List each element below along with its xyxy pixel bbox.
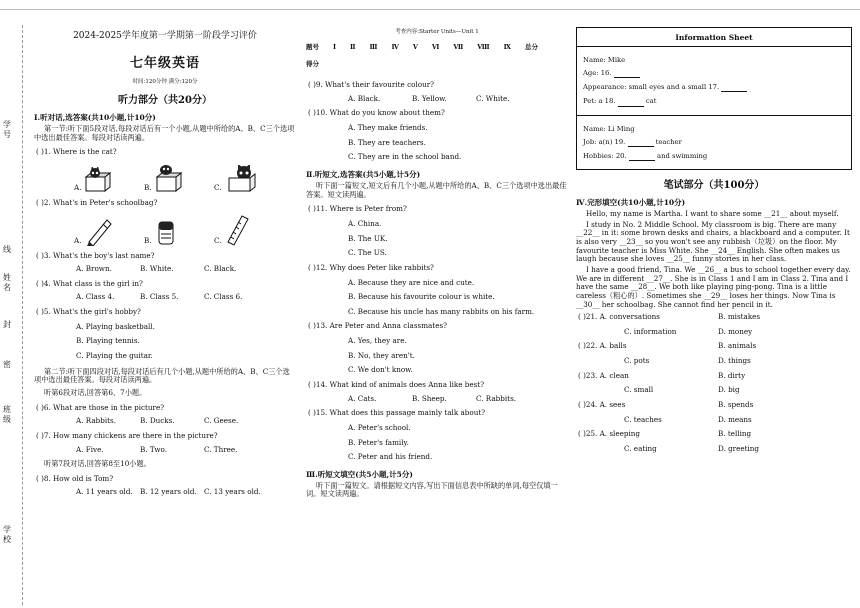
q7-option-a: A. Five. (76, 444, 104, 454)
q21-option-c: C. information (624, 326, 677, 336)
q8-option-b: B. 12 years old. (140, 487, 197, 497)
q24-option-a: ( )24. A. sees (578, 399, 626, 409)
q21-option-a: ( )21. A. conversations (578, 312, 660, 322)
eraser-icon (154, 218, 180, 246)
q6-option-a: A. Rabbits. (76, 416, 116, 426)
q12-option-c: C. Because his uncle has many rabbits on his farm. (348, 306, 535, 316)
score-col-label: 题号 (306, 42, 319, 51)
written-part-title: 笔试部分（共100分） (663, 180, 765, 192)
info-name-2: Name: Li Ming (583, 124, 635, 133)
question-6-options (76, 417, 296, 426)
section-1-title: Ⅰ.听对话,选答案(共10小题,计10分) (34, 112, 156, 122)
pencil-icon (83, 216, 115, 246)
label-student-id: 学号 (3, 120, 11, 139)
q14-option-a: A. Cats. (348, 393, 377, 403)
q25-option-a: ( )25. A. sleeping (578, 429, 640, 439)
info-li-ming (577, 116, 851, 169)
score-table-header (306, 44, 568, 52)
score-col-8: Ⅷ (477, 42, 490, 51)
q22-option-b: B. animals (718, 341, 757, 351)
subject-title: 七年级英语 (129, 55, 200, 71)
q14-option-b: B. Sheep. (412, 393, 447, 403)
cat-on-box-icon (154, 163, 184, 193)
q15-option-b: B. Peter's family. (348, 437, 409, 447)
question-11: ( )11. Where is Peter from? (308, 204, 407, 214)
q4-option-a: A. Class 4. (76, 292, 115, 302)
question-7: ( )7. How many chickens are there in the picture? (36, 430, 218, 440)
q21-option-b: B. mistakes (718, 312, 761, 322)
label-seal: 封 (3, 320, 11, 329)
question-4: ( )4. What class is the girl in? (36, 278, 143, 288)
exam-header: 2024-2025学年度第一学期第一阶段学习评价 (73, 31, 257, 41)
cloze-paragraph-2: I study in No. 2 Middle School. My classroom is big. There are many __22__ in it: some brown desks and chairs, a blackboard and a computer. It is also very __23__ so you won't see any rubbish（垃圾）on the floor. My favourite teacher is Miss White. She __24__ English. She often makes us laugh because she loves __25__ funny stories in her class. (576, 219, 850, 264)
score-row-label: 得分 (306, 60, 319, 69)
blank-19[interactable] (628, 138, 654, 147)
score-col-5: Ⅴ (412, 42, 418, 51)
blank-17[interactable] (721, 83, 747, 92)
question-15: ( )15. What does this passage mainly talk about? (308, 408, 486, 418)
q22-option-c: C. pots (624, 356, 650, 366)
ruler-icon (224, 214, 252, 246)
question-8: ( )8. How old is Tom? (36, 473, 114, 483)
information-sheet-title: Information Sheet (577, 28, 851, 47)
score-col-6: Ⅵ (431, 42, 440, 51)
q13-option-b: B. No, they aren't. (348, 350, 415, 360)
question-10: ( )10. What do you know about them? (308, 108, 445, 118)
q8-option-a: A. 11 years old. (76, 487, 133, 497)
q9-option-c: C. White. (476, 93, 510, 103)
section-3-title: Ⅲ.听短文填空(共5小题,计5分) (306, 469, 413, 479)
label-school: 学校 (3, 525, 11, 544)
label-class: 班级 (3, 405, 11, 424)
section-3-instructions: 听下面一篇短文。请根据短文内容,写出下面信息表中所缺的单词,每空仅填一词。短文读两遍。 (306, 480, 558, 499)
column-3 (576, 25, 852, 454)
blank-18[interactable] (618, 97, 644, 106)
question-7-options (76, 446, 296, 455)
column-1 (34, 25, 296, 497)
top-rule (0, 9, 860, 10)
question-1: ( )1. Where is the cat? (36, 147, 117, 157)
q1-label-c: C. (214, 183, 222, 193)
blank-20[interactable] (629, 152, 655, 161)
section-2-title: Ⅱ.听短文,选答案(共5小题,计5分) (306, 170, 421, 180)
q25-option-c: C. eating (624, 443, 657, 453)
score-col-4: Ⅳ (391, 42, 399, 51)
question-4-options (76, 293, 296, 302)
info-age: Age: 16. (583, 69, 845, 78)
q1-label-a: A. (74, 183, 82, 193)
q10-option-b: B. They are teachers. (348, 137, 426, 147)
q4-option-b: B. Class 5. (140, 292, 179, 302)
q15-option-a: A. Peter's school. (348, 422, 411, 432)
question-1-pictures (74, 163, 296, 193)
question-12: ( )12. Why does Peter like rabbits? (308, 262, 434, 272)
question-6: ( )6. What are those in the picture? (36, 402, 165, 412)
q14-option-c: C. Rabbits. (476, 393, 517, 403)
q25-option-d: D. greeting (718, 443, 760, 453)
label-line: 线 (3, 245, 11, 254)
q21-option-d: D. money (718, 326, 753, 336)
label-name: 姓名 (3, 273, 11, 292)
q3-option-c: C. Black. (204, 264, 237, 274)
q22-option-a: ( )22. A. balls (578, 341, 627, 351)
section-1-instructions: 第一节:听下面5段对话,每段对话后有一个小题,从题中所给的A、B、C三个选项中选出最佳答案。每段对话读两遍。 (34, 123, 295, 142)
section-4-title: Ⅳ.完形填空(共10小题,计10分) (576, 198, 686, 208)
question-9-options (348, 95, 568, 104)
q6-option-b: B. Ducks. (140, 416, 175, 426)
question-3-options (76, 265, 296, 274)
cloze-paragraph-3: I have a good friend, Tina. We __26__ a bus to school together every day. We are in different __27__. She is in Class 1 and I am in Class 2. Tina and I have the same __28__. We both like playing ping-pong. Tina is a little careless（粗心的）. Sometimes she __29__ loses her things. Now Tina is __30__ her schoolbag. She cannot find her pencil in it. (576, 264, 851, 309)
cloze-options (578, 313, 852, 453)
score-col-1: Ⅰ (333, 42, 337, 51)
blank-16[interactable] (614, 69, 640, 78)
section-2-instructions: 听下面一篇短文,短文后有几个小题,从题中所给的A、B、C三个选项中选出最佳答案。短文读两遍。 (306, 181, 567, 199)
binding-margin (0, 25, 28, 605)
information-sheet (576, 27, 852, 170)
q5-option-c: C. Playing the guitar. (76, 351, 153, 361)
question-8-options (76, 488, 296, 497)
q10-option-c: C. They are in the school band. (348, 152, 462, 162)
q12-option-a: A. Because they are nice and cute. (348, 277, 475, 287)
q12-option-b: B. Because his favourite colour is white. (348, 292, 495, 302)
question-2: ( )2. What's in Peter's schoolbag? (36, 197, 158, 207)
q2-label-c: C. (214, 235, 222, 245)
score-col-2: Ⅱ (350, 42, 356, 51)
q13-option-a: A. Yes, they are. (348, 336, 407, 346)
q23-option-b: B. dirty (718, 370, 746, 380)
info-pet: Pet: a 18. cat (583, 97, 657, 106)
q3-option-b: B. White. (140, 264, 174, 274)
score-col-3: Ⅲ (369, 42, 378, 51)
q24-option-b: B. spends (718, 399, 754, 409)
label-secret: 密 (3, 360, 11, 369)
score-col-9: Ⅸ (503, 42, 511, 51)
q11-option-b: B. The UK. (348, 233, 388, 243)
q23-option-d: D. big (718, 385, 740, 395)
cat-behind-box-icon (224, 165, 258, 193)
info-appearance: Appearance: small eyes and a small 17. (583, 83, 845, 92)
q6-option-c: C. Geese. (204, 416, 239, 426)
q10-option-a: A. They make friends. (348, 123, 428, 133)
q23-option-a: ( )23. A. clean (578, 370, 629, 380)
listening-part-title: 听力部分（共20分） (118, 94, 212, 106)
info-name-1: Name: Mike (583, 56, 626, 64)
cloze-paragraph-1: Hello, my name is Martha. I want to share some __21__ about myself. (586, 209, 839, 219)
question-3: ( )3. What's the boy's last name? (36, 250, 155, 260)
q11-option-a: A. China. (348, 218, 382, 228)
info-hobbies: Hobbies: 20. and swimming (583, 151, 708, 160)
q7-option-b: B. Two. (140, 444, 168, 454)
content-scope: 考查内容:Starter Units—Unit 1 (395, 29, 479, 35)
exam-meta: 时间:120分钟 满分:120分 (132, 79, 198, 86)
dialogue-6-note: 听第6段对话,回答第6、7小题。 (44, 387, 147, 397)
score-table-row (306, 61, 568, 69)
q7-option-c: C. Three. (204, 444, 238, 454)
cut-line (22, 25, 23, 605)
q24-option-c: C. teaches (624, 414, 662, 424)
question-2-pictures (74, 214, 296, 246)
q23-option-c: C. small (624, 385, 654, 395)
question-9: ( )9. What's their favourite colour? (308, 80, 434, 90)
q5-option-b: B. Playing tennis. (76, 336, 140, 346)
q11-option-c: C. The US. (348, 248, 387, 258)
score-col-7: Ⅶ (453, 42, 464, 51)
section-1-part-2-instructions: 第二节:听下面四段对话,每段对话后有几个小题,从题中所给的A、B、C三个选项中选出最佳答案。每段对话读两遍。 (34, 366, 290, 385)
info-job: Job: a(n) 19. teacher (583, 137, 682, 146)
q5-option-a: A. Playing basketball. (76, 321, 155, 331)
q9-option-b: B. Yellow. (412, 93, 447, 103)
info-mike (577, 47, 851, 116)
question-5: ( )5. What's the girl's hobby? (36, 307, 141, 317)
q9-option-a: A. Black. (348, 93, 381, 103)
q4-option-c: C. Class 6. (204, 292, 243, 302)
q1-label-b: B. (144, 183, 152, 193)
question-14-options (348, 395, 568, 404)
q3-option-a: A. Brown. (76, 264, 112, 274)
dialogue-7-note: 听第7段对话,回答第8至10小题。 (44, 459, 151, 469)
q22-option-d: D. things (718, 356, 751, 366)
q2-label-a: A. (74, 235, 82, 245)
q15-option-c: C. Peter and his friend. (348, 452, 433, 462)
q25-option-b: B. telling (718, 429, 752, 439)
question-14: ( )14. What kind of animals does Anna like best? (308, 380, 485, 389)
column-2 (306, 25, 568, 501)
q8-option-c: C. 13 years old. (204, 487, 261, 497)
question-13: ( )13. Are Peter and Anna classmates? (308, 321, 447, 331)
score-col-total: 总分 (524, 42, 538, 51)
q2-label-b: B. (144, 235, 152, 245)
q13-option-c: C. We don't know. (348, 365, 413, 375)
cat-in-box-icon (83, 167, 113, 193)
q24-option-d: D. means (718, 414, 752, 424)
